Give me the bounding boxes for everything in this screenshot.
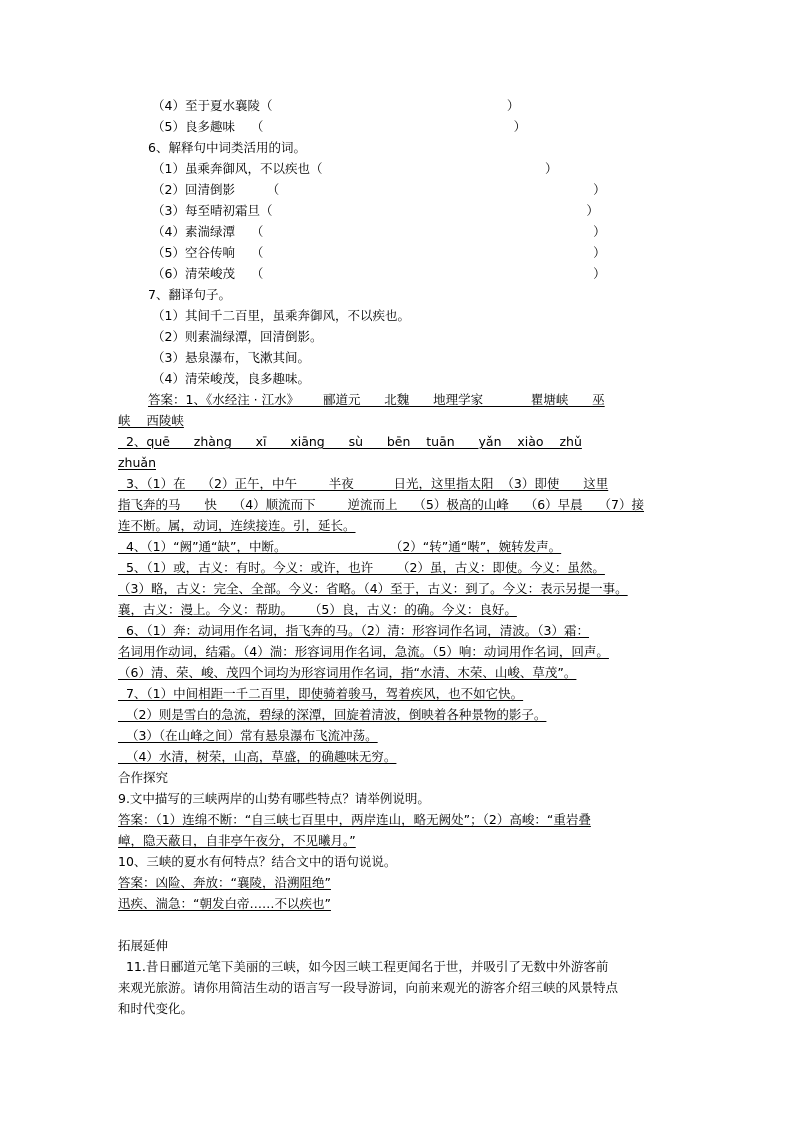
- q5-item-4: （4）至于夏水襄陵（ ）: [152, 98, 520, 113]
- answer-line: （6）清、荣、峻、茂四个词均为形容词用作名词，指“水清、木荣、山峻、草茂”。: [118, 665, 577, 680]
- q6-item-6: （6）清荣峻茂 （ ）: [152, 266, 606, 281]
- answer-line: 指飞奔的马 快 （4）顺流而下 逆流而上 （5）极高的山峰 （6）早晨 （7）接: [118, 497, 645, 512]
- answer-line: zhuǎn: [118, 455, 156, 470]
- answer-line: （4）水清，树荣，山高，草盛，的确趣味无穷。: [118, 749, 397, 764]
- q7-item-1: （1）其间千二百里，虽乘奔御风，不以疾也。: [152, 308, 410, 323]
- q9-text: 9.文中描写的三峡两岸的山势有哪些特点？请举例说明。: [118, 791, 430, 806]
- q7-item-2: （2）则素湍绿潭，回清倒影。: [152, 329, 323, 344]
- q6-item-5: （5）空谷传响 （ ）: [152, 245, 606, 260]
- answer-line: 襄，古义：漫上。今义：帮助。 （5）良，古义：的确。今义：良好。: [118, 602, 517, 617]
- answer-line: （3）略，古义：完全、全部。今义：省略。（4）至于，古义：到了。今义：表示另提一事。: [118, 581, 628, 596]
- answer-line: （3）（在山峰之间）常有悬泉瀑布飞流冲荡。: [118, 728, 378, 743]
- q6-item-4: （4）素湍绿潭 （ ）: [152, 224, 606, 239]
- answer-line: 4、（1）“阙”通“缺”，中断。 （2）“转”通“啭”，婉转发声。: [118, 539, 562, 554]
- q9-answer-line: 答案：（1）连绵不断：“自三峡七百里中，两岸连山，略无阙处”；（2）高峻：“重岩叠: [118, 812, 591, 827]
- answer-line: 峡 西陵峡: [118, 413, 184, 428]
- answer-line: 名词用作动词，结霜。（4）湍：形容词用作名词，急流。（5）响：动词用作名词，回声。: [118, 644, 609, 659]
- section-heading-extend: 拓展延伸: [118, 938, 169, 953]
- q9-answer-line: 嶂，隐天蔽日，自非亭午夜分，不见曦月。”: [118, 833, 356, 848]
- answer-line: 3、（1）在 （2）正午，中午 半夜 日光，这里指太阳 （3）即使 这里: [118, 476, 609, 491]
- q10-answer-line: 答案：凶险、奔放：“襄陵，沿溯阻绝”: [118, 875, 331, 890]
- q6-item-2: （2）回清倒影 （ ）: [152, 182, 606, 197]
- q7-item-3: （3）悬泉瀑布，飞漱其间。: [152, 350, 310, 365]
- q11-line: 和时代变化。: [118, 1001, 194, 1016]
- section-heading-cooperate: 合作探究: [118, 770, 169, 785]
- q11-line: 11.昔日郦道元笔下美丽的三峡，如今因三峡工程更闻名于世，并吸引了无数中外游客前: [118, 959, 609, 974]
- q5-item-5: （5）良多趣味 （ ）: [152, 119, 527, 134]
- answer-line: 5、（1）或，古义：有时。今义：或许，也许 （2）虽，古义：即使。今义：虽然。: [118, 560, 605, 575]
- answer-line: 2、quē zhàng xī xiāng sù bēn tuān yǎn xiào zhǔ: [118, 434, 582, 449]
- q6-item-1: （1）虽乘奔御风，不以疾也（ ）: [152, 161, 558, 176]
- q10-text: 10、三峡的夏水有何特点？结合文中的语句说说。: [118, 854, 397, 869]
- q7-item-4: （4）清荣峻茂，良多趣味。: [152, 371, 310, 386]
- answer-line: （2）则是雪白的急流，碧绿的深潭，回旋着清波，倒映着各种景物的影子。: [118, 707, 547, 722]
- q7-title: 7、翻译句子。: [148, 287, 231, 302]
- answer-line: 答案：1、《水经注 · 江水》 郦道元 北魏 地理学家 瞿塘峡 巫: [148, 392, 605, 407]
- answer-line: 连不断。属，动词，连续接连。引，延长。: [118, 518, 356, 533]
- q6-title: 6、解释句中词类活用的词。: [148, 140, 306, 155]
- q10-answer-line: 迅疾、湍急：“朝发白帝……不以疾也”: [118, 896, 331, 911]
- answer-line: 7、（1）中间相距一千二百里，即使骑着骏马，驾着疾风，也不如它快。: [118, 686, 524, 701]
- q6-item-3: （3）每至晴初霜旦（ ）: [152, 203, 599, 218]
- q11-line: 来观光旅游。请你用简洁生动的语言写一段导游词，向前来观光的游客介绍三峡的风景特点: [118, 980, 619, 995]
- answer-line: 6、（1）奔：动词用作名词，指飞奔的马。（2）清：形容词作名词，清波。（3）霜：: [118, 623, 590, 638]
